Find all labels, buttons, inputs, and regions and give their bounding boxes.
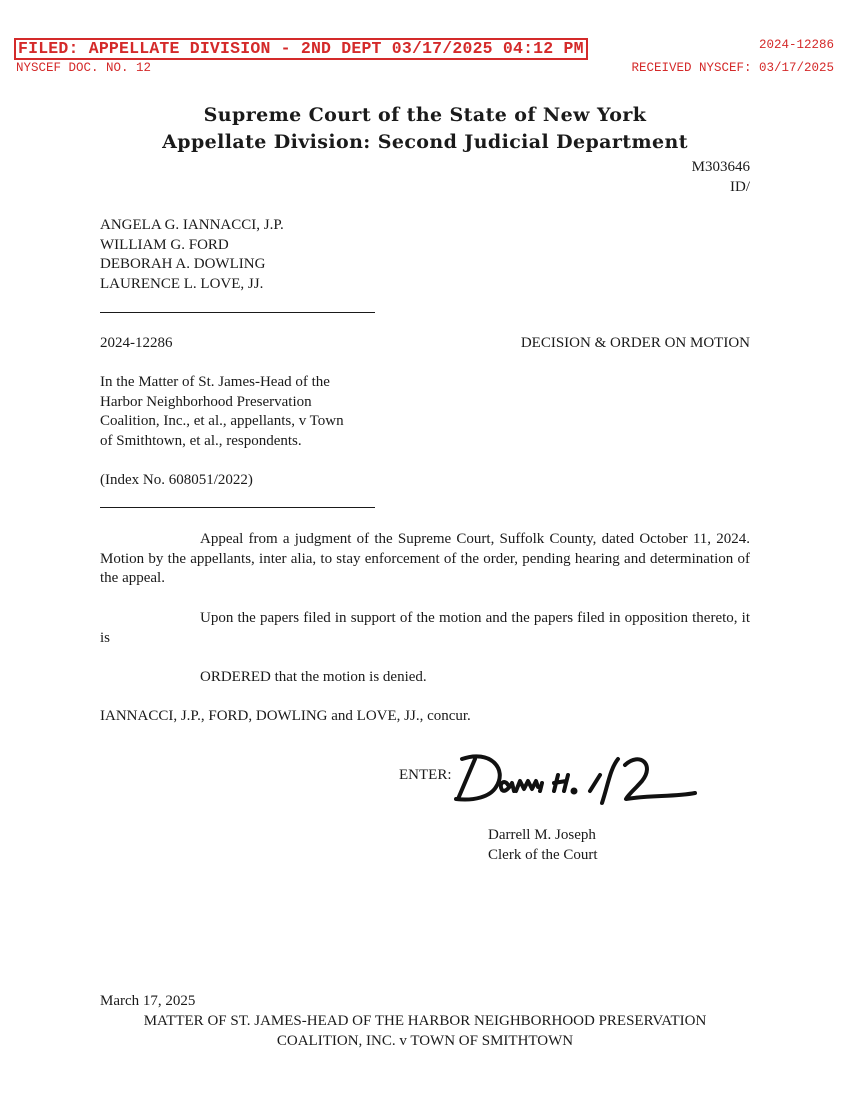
caption-line: of Smithtown, et al., respondents.: [100, 432, 302, 449]
justice-name: LAURENCE L. LOVE, JJ.: [100, 275, 264, 292]
justice-name: WILLIAM G. FORD: [100, 236, 229, 253]
decision-type: DECISION & ORDER ON MOTION: [520, 335, 750, 351]
divider: [100, 507, 375, 508]
docket-stamp: 2024-12286: [758, 38, 834, 52]
decision-date: March 17, 2025: [100, 993, 196, 1009]
caption-line: In the Matter of St. James-Head of the: [100, 374, 330, 390]
filed-stamp: FILED: APPELLATE DIVISION - 2ND DEPT 03/17/2025 04:12 PM: [14, 38, 588, 60]
motion-number: M303646: [691, 159, 750, 175]
papers-paragraph: Upon the papers filed in support of the motion and the papers filed in opposition thereto, it is: [100, 610, 750, 646]
caption-line: Harbor Neighborhood Preservation: [100, 393, 312, 410]
divider: [100, 312, 375, 313]
concurrence: IANNACCI, J.P., FORD, DOWLING and LOVE, JJ., concur.: [100, 708, 471, 724]
justice-name: ANGELA G. IANNACCI, J.P.: [100, 217, 284, 233]
received-stamp: RECEIVED NYSCEF: 03/17/2025: [631, 61, 834, 75]
justice-name: DEBORAH A. DOWLING: [100, 256, 266, 272]
docket-number: 2024-12286: [100, 335, 173, 351]
clerk-signature: [450, 745, 700, 815]
enter-label: ENTER:: [399, 767, 452, 783]
court-title-line1: Supreme Court of the State of New York: [203, 104, 647, 126]
case-caption: [100, 373, 390, 451]
ordered-paragraph: ORDERED that the motion is denied.: [200, 669, 427, 685]
court-title-line2: Appellate Division: Second Judicial Department: [162, 131, 688, 153]
motion-id: ID/: [730, 179, 750, 195]
caption-line: Coalition, Inc., et al., appellants, v Town: [100, 413, 344, 429]
appeal-paragraph: Appeal from a judgment of the Supreme Court, Suffolk County, dated October 11, 2024. Motion by the appellants, inter alia, to stay enforcement of the order, pending hearing and determination of the appeal.: [100, 531, 750, 586]
index-number: (Index No. 608051/2022): [100, 472, 253, 488]
clerk-name: Darrell M. Joseph: [488, 827, 596, 843]
footer-title-line2: COALITION, INC. v TOWN OF SMITHTOWN: [276, 1033, 574, 1049]
doc-number: NYSCEF DOC. NO. 12: [16, 61, 152, 75]
footer-title-line1: MATTER OF ST. JAMES-HEAD OF THE HARBOR NEIGHBORHOOD PRESERVATION: [143, 1013, 707, 1029]
justice-list: [100, 216, 284, 294]
clerk-title: Clerk of the Court: [488, 847, 598, 863]
